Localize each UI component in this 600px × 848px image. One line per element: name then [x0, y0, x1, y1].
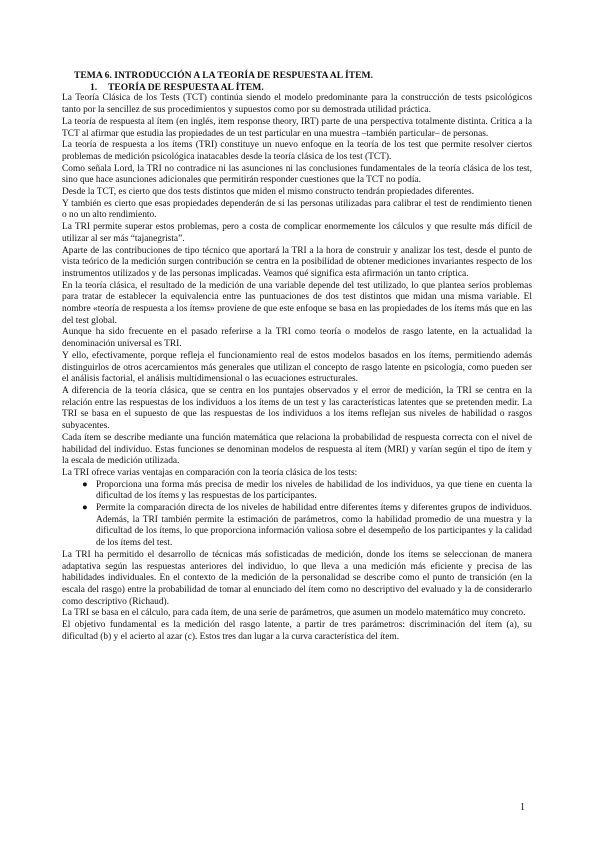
advantages-list: [62, 480, 532, 550]
paragraph: Desde la TCT, es cierto que dos tests distintos que miden el mismo constructo tendrán propiedades diferentes.: [62, 187, 475, 198]
paragraph-group-a: [62, 93, 532, 479]
paragraph: En la teoría clásica, el resultado de la medición de una variable depende del test utilizado, lo que plantea serios problemas para tratar de establecer la equivalencia entre las puntuaciones de dos test distintos que midan una misma variable. El nombre «teoría de respuesta a los ítems» proviene de que este enfoque se basa en las propiedades de los ítems más que en las del test global.: [62, 280, 532, 326]
section-heading: [90, 82, 532, 94]
paragraph: Como señala Lord, la TRI no contradice ni las asunciones ni las conclusiones fundamentales de la teoría clásica de los test, sino que hace asunciones adicionales que permitirán responder cuestiones que la TCT no podía.: [62, 163, 532, 186]
paragraph: La Teoría Clásica de los Tests (TCT) continúa siendo el modelo predominante para la construcción de tests psicológicos tanto por la sencillez de sus procedimientos y supuestos como por su demostrada utilidad práctica.: [62, 93, 532, 116]
paragraph: La TRI ha permitido el desarrollo de técnicas más sofisticadas de medición, donde los ítems se seleccionan de manera adaptativa según las respuestas anteriores del individuo, lo que lleva a una medición más eficiente y precisa de las habilidades individuales. En el contexto de la medición de la personalidad se describe como el punto de transición (en la escala del rasgo) entre la probabilidad de tomar al enunciado del ítem como no descriptivo del evaluado y la de considerarlo como descriptivo (Richaud).: [62, 549, 532, 607]
page-number: 1: [520, 802, 525, 813]
document-body: [62, 70, 532, 643]
paragraph: Y también es cierto que esas propiedades dependerán de si las personas utilizadas para calibrar el test de rendimiento tienen o no un alto rendimiento.: [62, 198, 532, 221]
paragraph: A diferencia de la teoría clásica, que se centra en los puntajes observados y el error de medición, la TRI se centra en la relación entre las respuestas de los individuos a los ítems de un test y las características latentes que se pretenden medir. La TRI se basa en el supuesto de que las respuestas de los individuos a los ítems reflejan sus niveles de habilidad o rasgos subyacentes.: [62, 385, 532, 432]
paragraph: La teoría de respuesta al ítem (en inglés, item response theory, IRT) parte de una perspectiva totalmente distinta. Critica a la TCT al afirmar que estudia las propiedades de un test particular en una muestra –también particular– de personas.: [62, 116, 532, 139]
paragraph: La teoría de respuesta a los ítems (TRI) constituye un nuevo enfoque en la teoría de los test que permite resolver ciertos problemas de medición psicológica inatacables desde la teoría clásica de los test (TCT).: [62, 140, 532, 162]
document-heading: TEMA 6. INTRODUCCIÓN A LA TEORÍA DE RESPUESTA AL ÍTEM.: [74, 70, 373, 81]
list-item-text: Permite la comparación directa de los niveles de habilidad entre diferentes ítems y diferentes grupos de individuos. Además, la TRI también permite la estimación de parámetros, como la habilidad promedio de una muestra y la dificultad de los ítems, lo que proporciona información valiosa sobre el desempeño de los participantes y la calidad de los ítems del test.: [96, 503, 532, 549]
paragraph: La TRI se basa en el cálculo, para cada ítem, de una serie de parámetros, que asumen un modelo matemático muy concreto.: [62, 608, 526, 619]
paragraph: Aunque ha sido frecuente en el pasado referirse a la TRI como teoría o modelos de rasgo latente, en la actualidad la denominación universal es TRI.: [62, 327, 532, 350]
paragraph: La TRI ofrece varias ventajas en comparación con la teoría clásica de los tests:: [62, 467, 358, 478]
paragraph-group-b: [62, 550, 532, 644]
paragraph: La TRI permite superar estos problemas, pero a costa de complicar enormemente los cálculos y que resulte más difícil de utilizar al ser más “tajanegrista”.: [62, 222, 532, 244]
bullet-icon: ●: [82, 503, 88, 514]
list-item-text: Proporciona una forma más precisa de medir los niveles de habilidad de los individuos, ya que tiene en cuenta la dificultad de los ítems y las respuestas de los participantes.: [96, 479, 532, 502]
bullet-icon: ●: [82, 479, 88, 490]
section-title: TEORÍA DE RESPUESTA AL ÍTEM.: [108, 81, 264, 93]
list-item: [82, 479, 532, 503]
paragraph: Aparte de las contribuciones de tipo técnico que aportará la TRI a la hora de construir y analizar los test, desde el punto de vista teórico de la medición surgen contribución se centra en la posibilidad de obtener mediciones invariantes respecto de los instrumentos utilizados y de las personas implicadas. Veamos qué significa esta afirmación un tanto críptica.: [62, 245, 532, 279]
paragraph: Cada ítem se describe mediante una función matemática que relaciona la probabilidad de respuesta correcta con el nivel de habilidad del individuo. Estas funciones se denominan modelos de respuesta al ítem (MRI) y varían según el tipo de ítem y la escala de medición utilizada.: [62, 432, 532, 467]
paragraph: El objetivo fundamental es la medición del rasgo latente, a partir de tres parámetros: discriminación del ítem (a), su dificultad (b) y el acierto al azar (c). Estos tres dan lugar a la curva característica del ítem.: [62, 620, 532, 642]
section-number: 1.: [90, 81, 98, 93]
list-item: [82, 503, 532, 550]
paragraph: Y ello, efectivamente, porque refleja el funcionamiento real de estos modelos basados en los ítems, permitiendo además distinguirlos de otros acercamientos más generales que utilizan el concepto de rasgo latente en psicología, como pueden ser el análisis factorial, el análisis multidimensional o las ecuaciones estructurales.: [62, 350, 532, 385]
